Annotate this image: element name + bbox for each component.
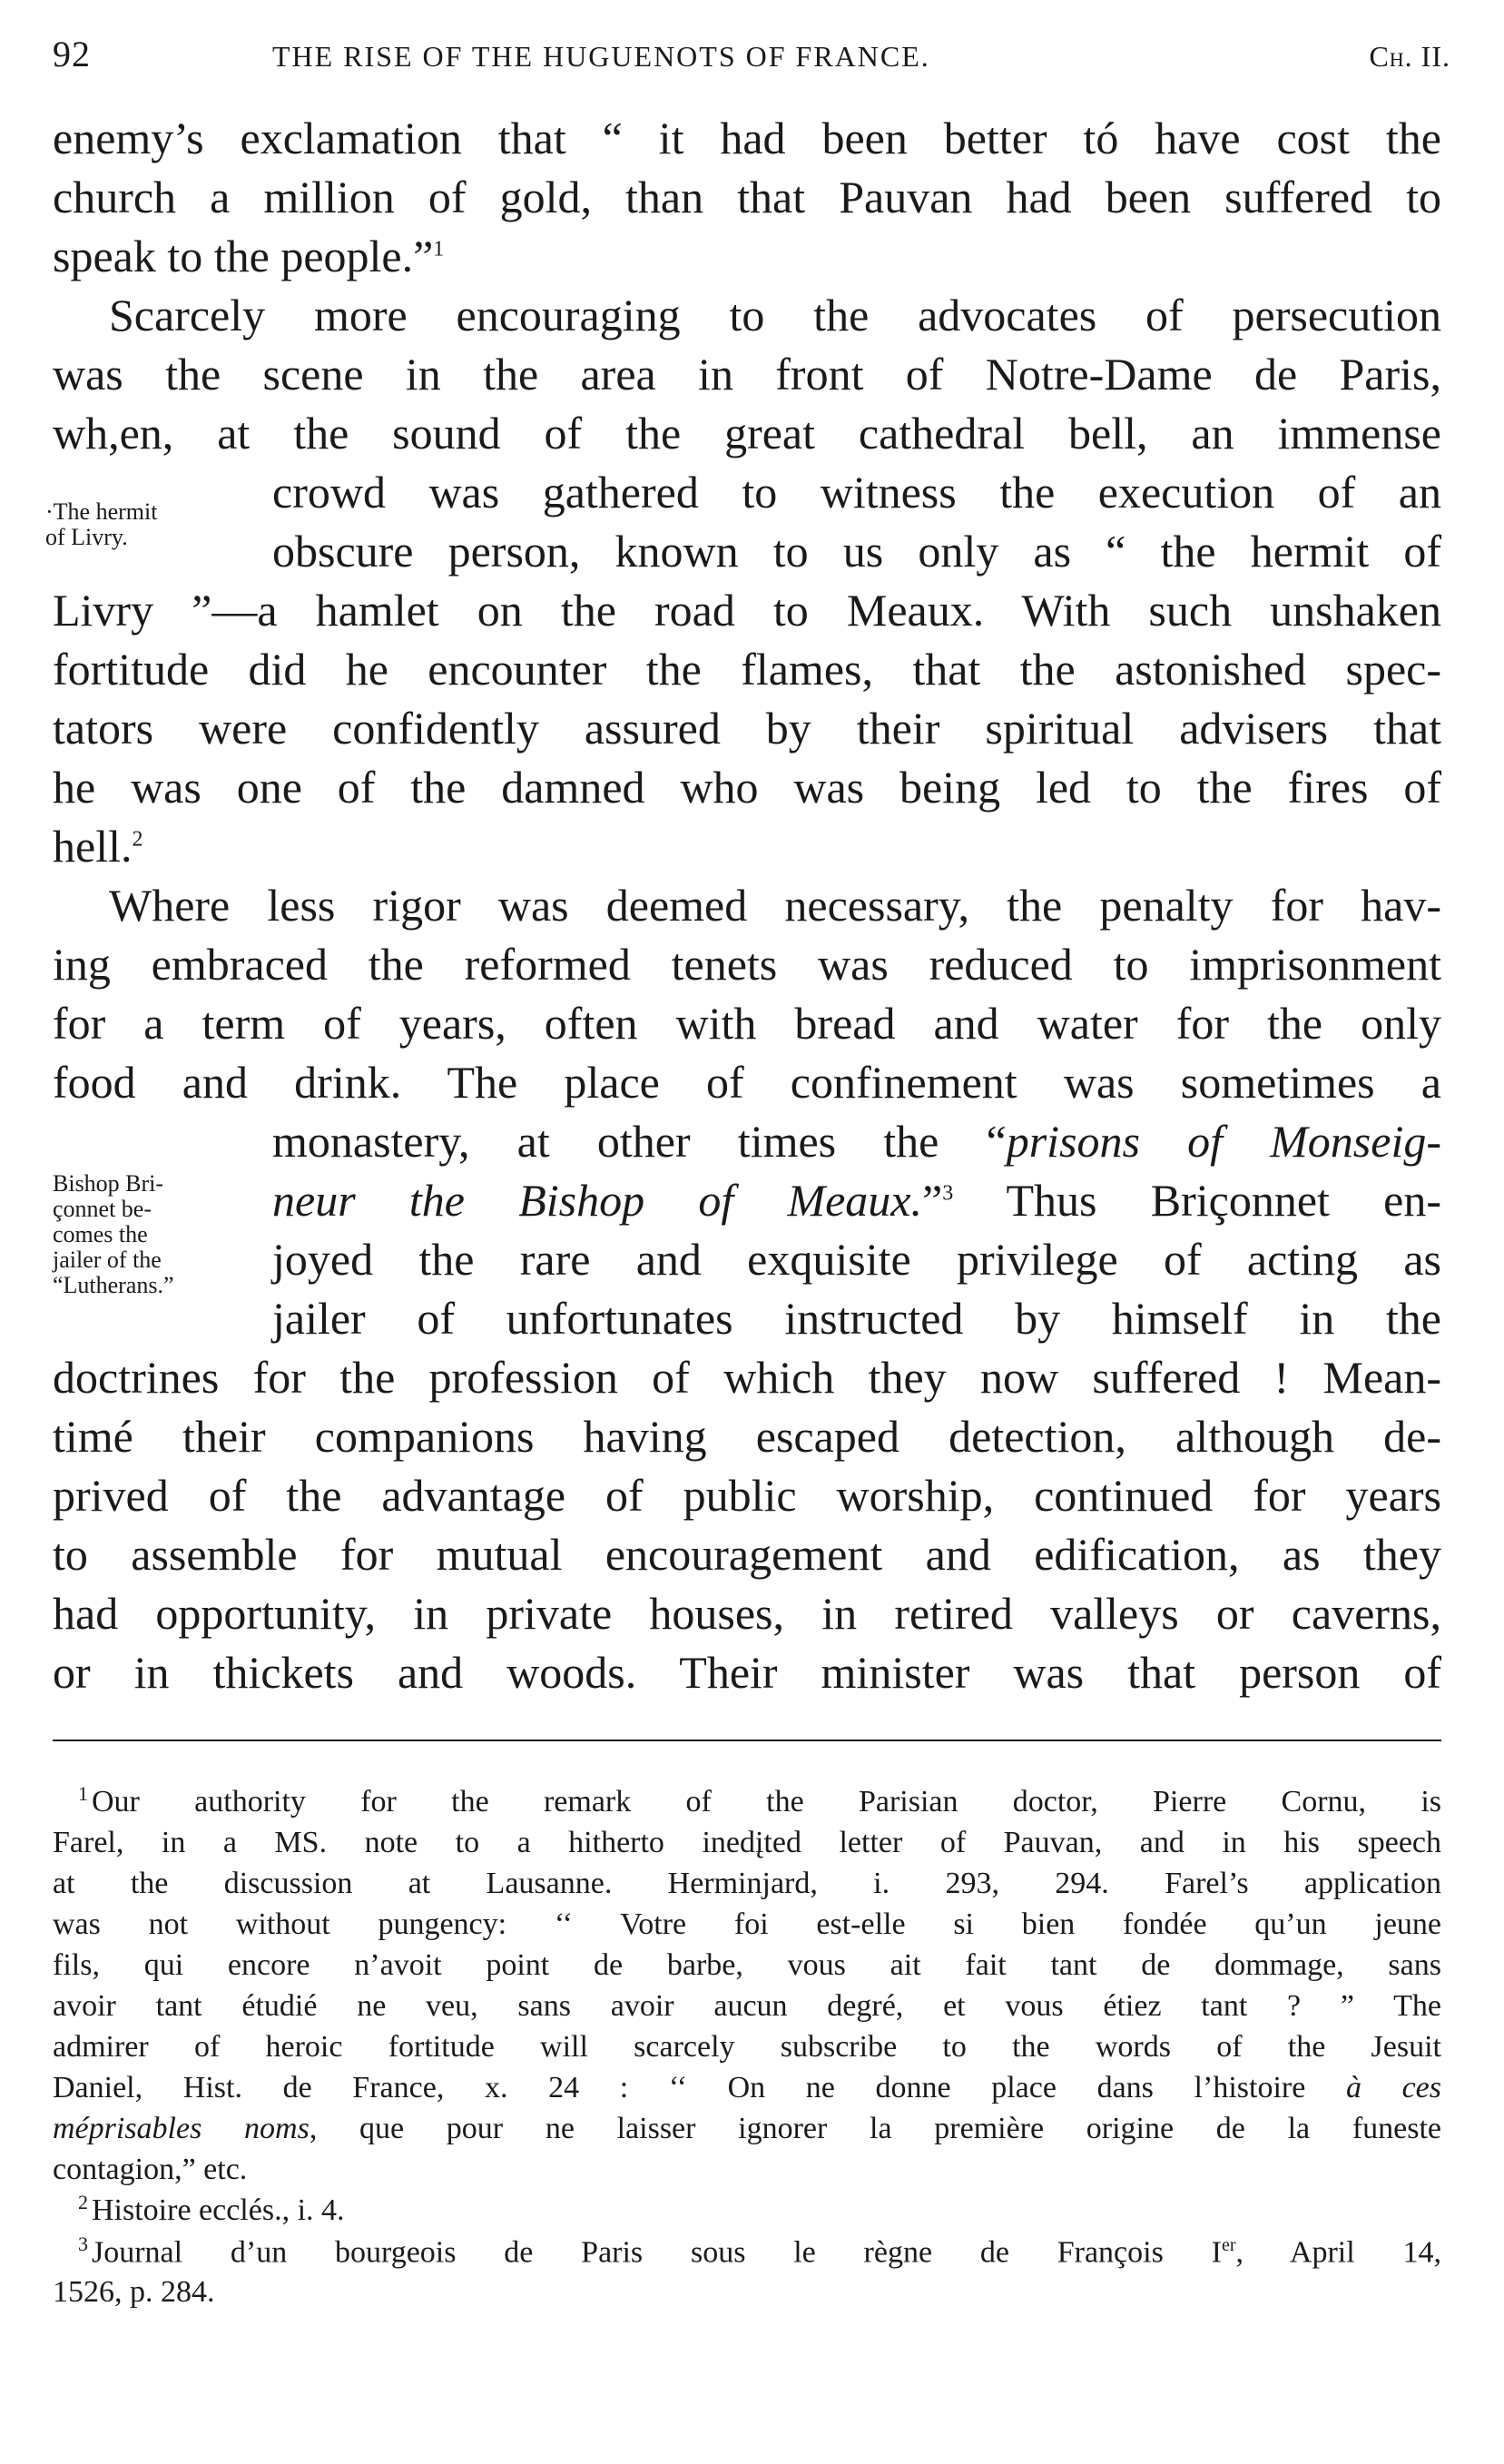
- italic-text: prisons of Monseig-: [1006, 1116, 1442, 1167]
- body-line: [272, 1116, 1442, 1167]
- body-line: for a term of years, often with bread and water for the only: [53, 998, 1441, 1049]
- footnote-text: Daniel, Hist. de France, x. 24 : ‘‘ On ne donne place dans l’histoire: [53, 2071, 1346, 2104]
- sidenote-line: of Livry.: [45, 524, 128, 550]
- body-line: food and drink. The place of confinement was sometimes a: [53, 1057, 1441, 1108]
- sidenote-line: çonnet be-: [53, 1196, 152, 1222]
- footnote-line: admirer of heroic fortitude will scarcely subscribe to the words of the Jesuit: [53, 2030, 1441, 2064]
- body-text: hell.: [53, 821, 133, 872]
- footnote-line: contagion,” etc.: [53, 2153, 248, 2186]
- chapter-reference: [1369, 40, 1450, 74]
- footnote-text: , April 14,: [1235, 2235, 1441, 2270]
- footnote-superscript: er: [1221, 2235, 1236, 2255]
- body-line: prived of the advantage of public worship, continued for years: [53, 1470, 1441, 1521]
- sidenote-line: comes the: [53, 1221, 148, 1247]
- body-text: ”: [921, 1175, 943, 1226]
- body-line: [53, 233, 444, 279]
- body-line: obscure person, known to us only as “ the hermit of: [272, 526, 1441, 577]
- body-line: jailer of unfortunates instructed by himself in the: [272, 1293, 1441, 1344]
- body-line: enemy’s exclamation that “ it had been better tó have cost the: [53, 113, 1441, 163]
- footnote-divider: [53, 1740, 1441, 1741]
- footnote-italic: à ces: [1345, 2071, 1441, 2104]
- sidenote-bishop: [53, 1171, 174, 1298]
- body-line: ing embraced the reformed tenets was reduced to imprisonment: [53, 939, 1441, 990]
- footnote-line: [53, 2114, 1441, 2144]
- body-line: doctrines for the profession of which they now suffered ! Mean-: [53, 1352, 1441, 1403]
- body-line: church a million of gold, than that Pauvan had been suffered to: [53, 172, 1441, 222]
- body-line: fortitude did he encounter the flames, that the astonished spec-: [53, 644, 1441, 695]
- body-line: he was one of the damned who was being led to the fires of: [53, 762, 1441, 813]
- footnote-text: Journal d’un bourgeois de Paris sous le règne de François I: [92, 2235, 1222, 2270]
- footnote-line: [53, 2073, 1441, 2104]
- page-number: 92: [53, 34, 91, 74]
- sidenote-line: jailer of the: [53, 1247, 162, 1273]
- body-line: tators were confidently assured by their spiritual advisers that: [53, 703, 1441, 754]
- footnote-mark: 1: [78, 1781, 88, 1805]
- footnote-italic: méprisables noms: [53, 2112, 310, 2145]
- footnote-line: [78, 2232, 1441, 2270]
- footnote-line: 1526, p. 284.: [53, 2275, 215, 2309]
- body-line: [53, 821, 143, 872]
- italic-text: neur the Bishop of Meaux.: [272, 1175, 922, 1226]
- footnote-text: Histoire ecclés., i. 4.: [92, 2193, 345, 2227]
- body-line: Livry ”—a hamlet on the road to Meaux. With such unshaken: [53, 585, 1441, 636]
- footnote-reference[interactable]: 3: [942, 1181, 954, 1206]
- body-line: had opportunity, in private houses, in retired valleys or caverns,: [53, 1588, 1441, 1639]
- footnote-line: was not without pungency: ‘‘ Votre foi est-elle si bien fondée qu’un jeune: [53, 1907, 1441, 1941]
- body-line: [272, 1175, 1441, 1226]
- body-text: Thus Briçonnet en-: [953, 1175, 1441, 1226]
- footnote-text: Our authority for the remark of the Parisian doctor, Pierre Cornu, is: [92, 1785, 1441, 1818]
- body-line: to assemble for mutual encouragement and edification, as they: [53, 1529, 1441, 1580]
- sidenote-hermit: [45, 499, 157, 550]
- body-text: monastery, at other times the “: [272, 1116, 1007, 1167]
- body-line: timé their companions having escaped detection, although de-: [53, 1411, 1441, 1462]
- footnote-mark: 2: [78, 2190, 88, 2213]
- sidenote-line: “Lutherans.”: [53, 1272, 174, 1298]
- footnote-mark: 3: [78, 2232, 88, 2255]
- body-line: Where less rigor was deemed necessary, the penalty for hav-: [109, 880, 1441, 931]
- body-line: was the scene in the area in front of Notre-Dame de Paris,: [53, 349, 1441, 399]
- body-line: wh,en, at the sound of the great cathedral bell, an immense: [53, 408, 1441, 458]
- body-line: Scarcely more encouraging to the advocates of persecution: [109, 290, 1441, 340]
- footnote-line: at the discussion at Lausanne. Herminjard, i. 293, 294. Farel’s application: [53, 1867, 1441, 1900]
- footnote-line: [78, 1781, 1441, 1818]
- footnote-line: avoir tant étudié ne veu, sans avoir aucun degré, et vous étiez tant ? ” The: [53, 1989, 1441, 2023]
- footnote-reference[interactable]: 1: [433, 237, 445, 261]
- body-line: joyed the rare and exquisite privilege of acting as: [272, 1234, 1441, 1285]
- footnote-line: fils, qui encore n’avoit point de barbe, vous ait fait tant de dommage, sans: [53, 1948, 1441, 1982]
- running-title: THE RISE OF THE HUGUENOTS OF FRANCE.: [272, 40, 930, 73]
- sidenote-line: ·The hermit: [45, 498, 158, 525]
- body-line: or in thickets and woods. Their minister was that person of: [53, 1647, 1441, 1698]
- footnote-line: [78, 2190, 345, 2227]
- running-header: [53, 33, 1450, 78]
- footnote-reference[interactable]: 2: [132, 827, 143, 852]
- body-text: speak to the people.”: [53, 231, 434, 281]
- body-line: crowd was gathered to witness the execution of an: [272, 467, 1441, 517]
- chapter-rest: h. II.: [1389, 40, 1450, 73]
- chapter-prefix: C: [1369, 40, 1390, 73]
- footnote-text: , que pour ne laisser ignorer la première origine de la funeste: [309, 2112, 1441, 2145]
- sidenote-line: Bishop Bri-: [53, 1170, 164, 1197]
- footnote-line: Farel, in a MS. note to a hitherto inedįted letter of Pauvan, and in his speech: [53, 1826, 1441, 1859]
